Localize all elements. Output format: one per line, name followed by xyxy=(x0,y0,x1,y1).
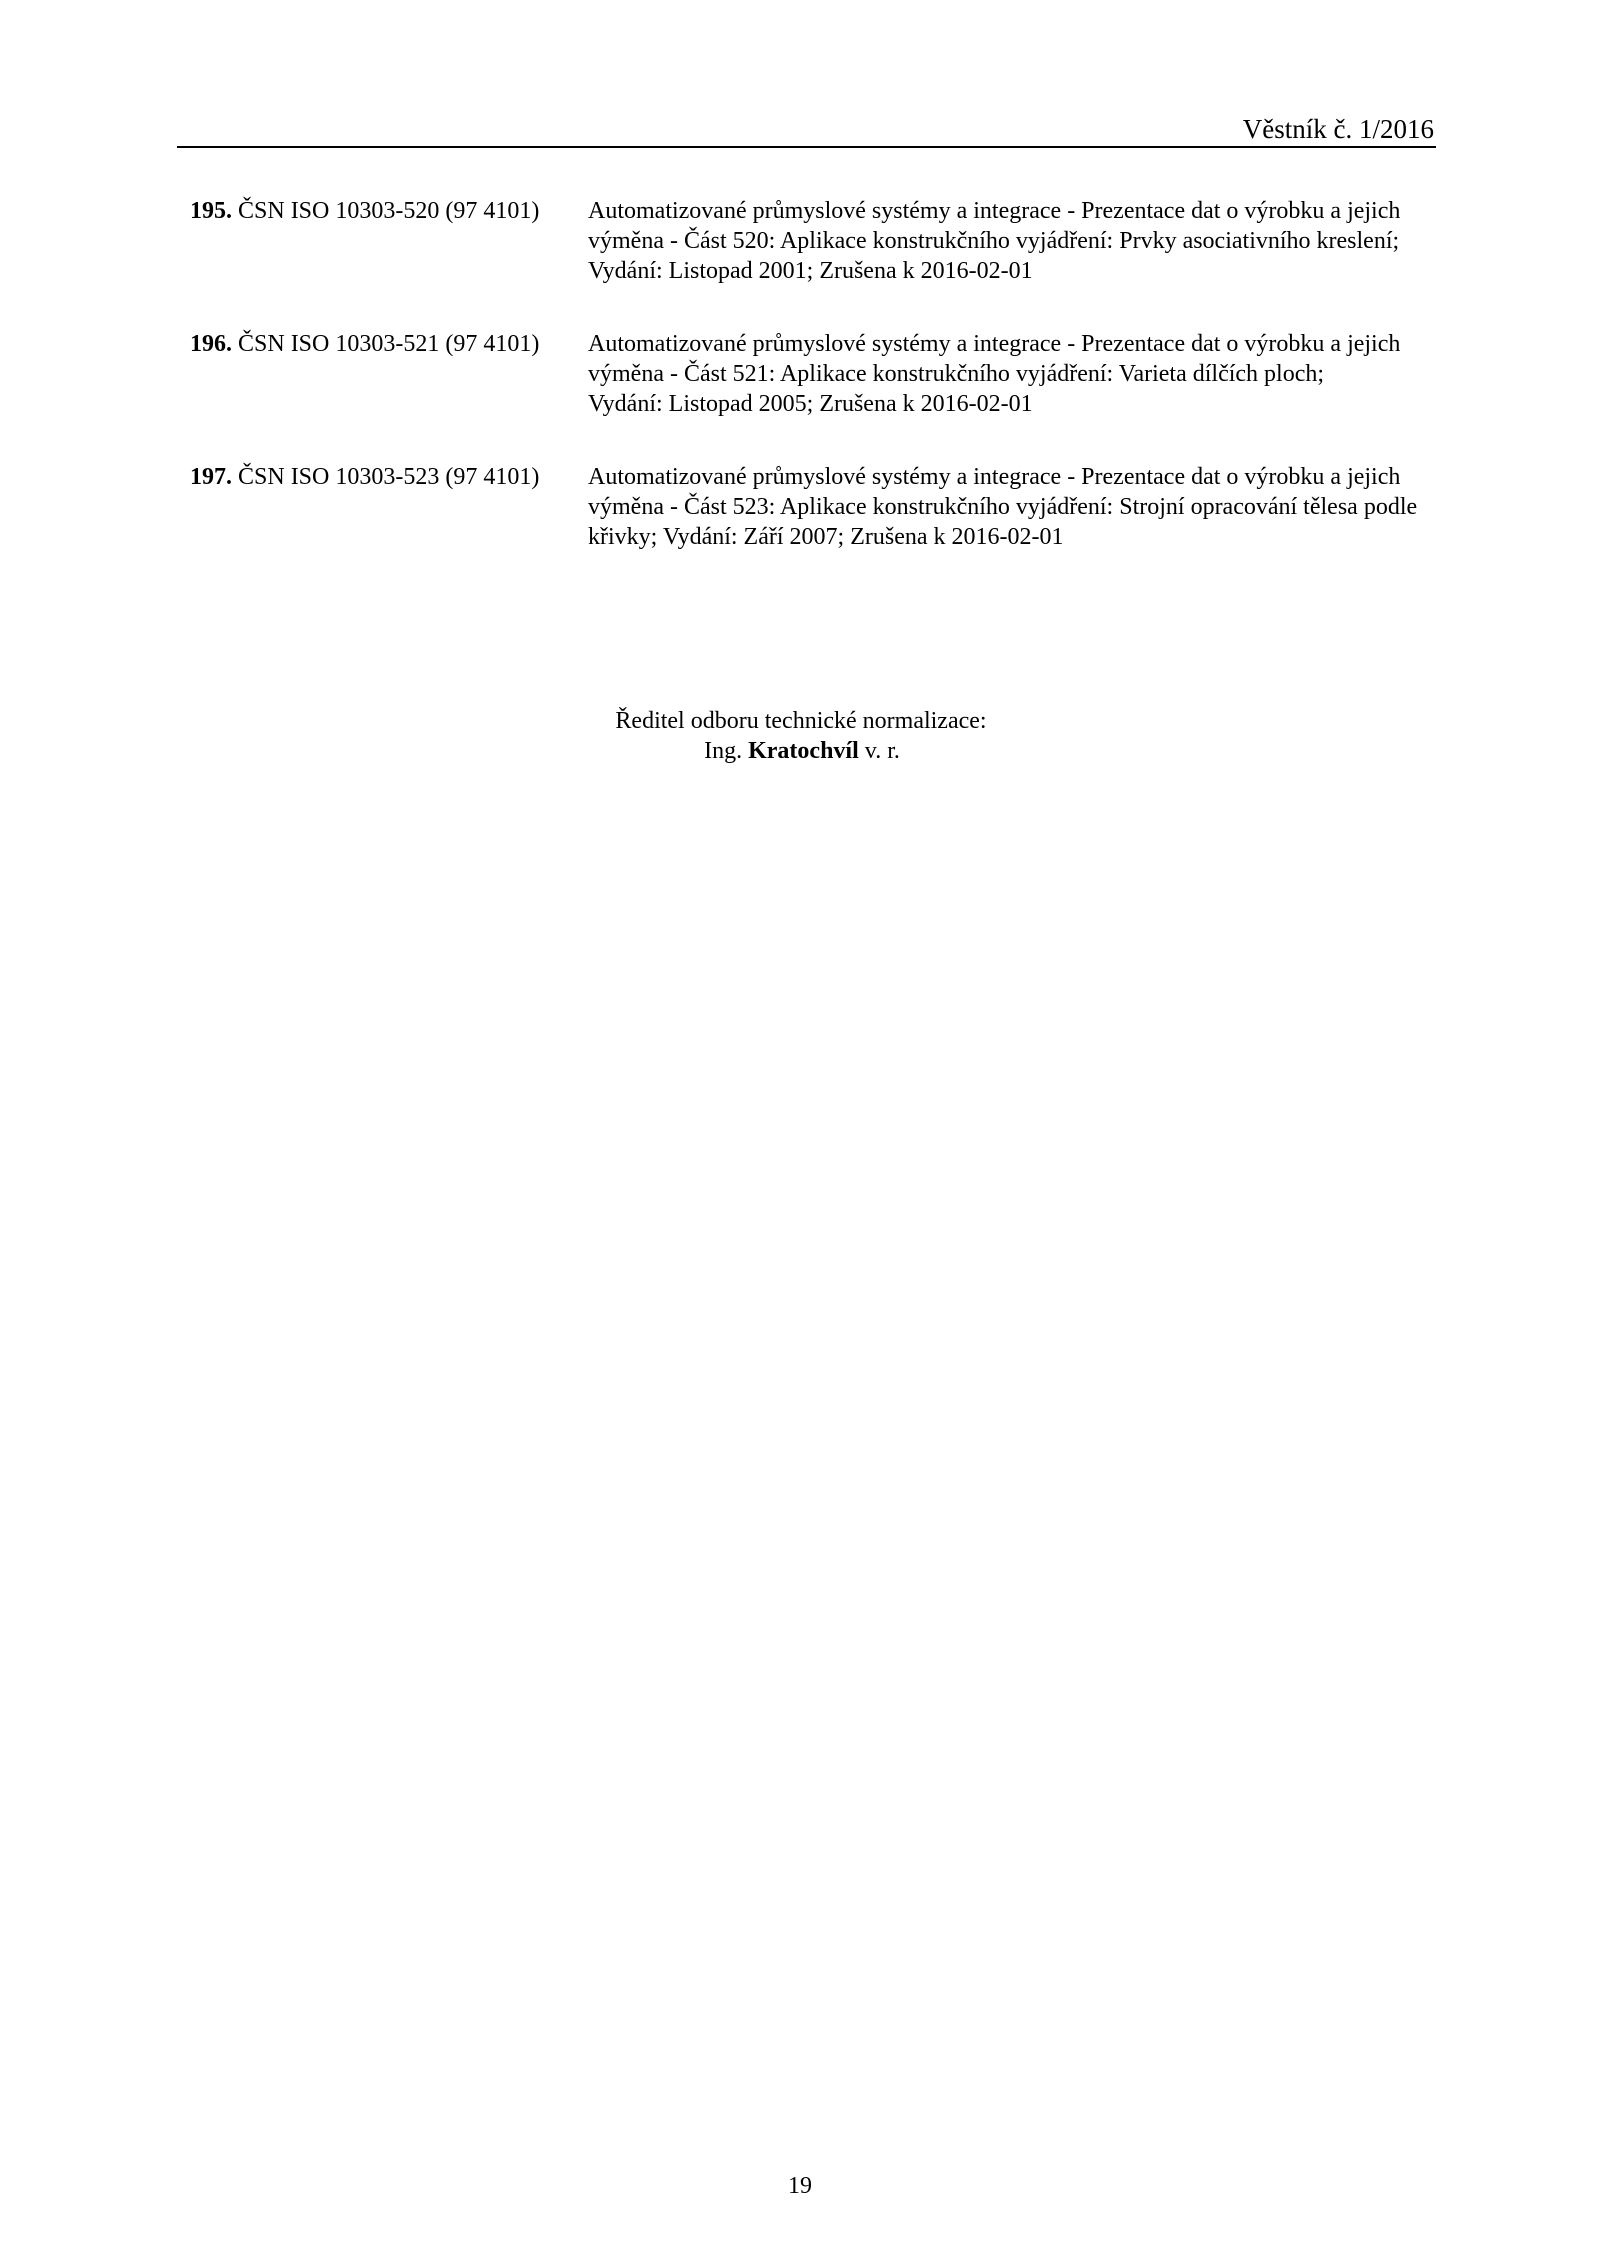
entry-identifier xyxy=(190,329,539,359)
description-line: výměna - Část 521: Aplikace konstrukčního vyjádření: Varieta dílčích ploch; xyxy=(588,361,1325,387)
entry-number: 195. xyxy=(190,198,232,224)
page-number: 19 xyxy=(788,2173,812,2199)
entry-description xyxy=(588,329,1440,419)
description-line: výměna - Část 520: Aplikace konstrukčního vyjádření: Prvky asociativního kreslení; xyxy=(588,228,1400,254)
description-line: výměna - Část 523: Aplikace konstrukčního vyjádření: Strojní opracování tělesa podle xyxy=(588,494,1418,520)
entry-identifier xyxy=(190,196,539,226)
description-line: křivky; Vydání: Září 2007; Zrušena k 2016-02-01 xyxy=(588,524,1064,550)
signatory-prefix: Ing. xyxy=(704,738,743,764)
list-item xyxy=(190,462,1440,595)
entry-description xyxy=(588,462,1440,552)
standards-list xyxy=(190,196,1440,595)
description-line: Automatizované průmyslové systémy a integrace - Prezentace dat o výrobku a jejich xyxy=(588,198,1401,224)
entry-number: 196. xyxy=(190,331,232,357)
entry-description xyxy=(588,196,1440,286)
description-line: Vydání: Listopad 2001; Zrušena k 2016-02-01 xyxy=(588,258,1033,284)
signatory-line xyxy=(0,736,1600,766)
signatory-role: Ředitel odboru technické normalizace: xyxy=(615,708,987,734)
description-line: Vydání: Listopad 2005; Zrušena k 2016-02-01 xyxy=(588,391,1033,417)
page-header xyxy=(177,110,1436,148)
signatory-suffix: v. r. xyxy=(864,738,900,764)
description-line: Automatizované průmyslové systémy a integrace - Prezentace dat o výrobku a jejich xyxy=(588,464,1401,490)
entry-number: 197. xyxy=(190,464,232,490)
standard-code: ČSN ISO 10303-520 (97 4101) xyxy=(238,198,540,224)
description-line: Automatizované průmyslové systémy a integrace - Prezentace dat o výrobku a jejich xyxy=(588,331,1401,357)
signature-block xyxy=(0,706,1600,766)
journal-title: Věstník č. 1/2016 xyxy=(1242,114,1434,144)
signatory-name: Kratochvíl xyxy=(748,738,859,764)
list-item xyxy=(190,196,1440,329)
standard-code: ČSN ISO 10303-521 (97 4101) xyxy=(238,331,540,357)
list-item xyxy=(190,329,1440,462)
standard-code: ČSN ISO 10303-523 (97 4101) xyxy=(238,464,540,490)
entry-identifier xyxy=(190,462,539,492)
